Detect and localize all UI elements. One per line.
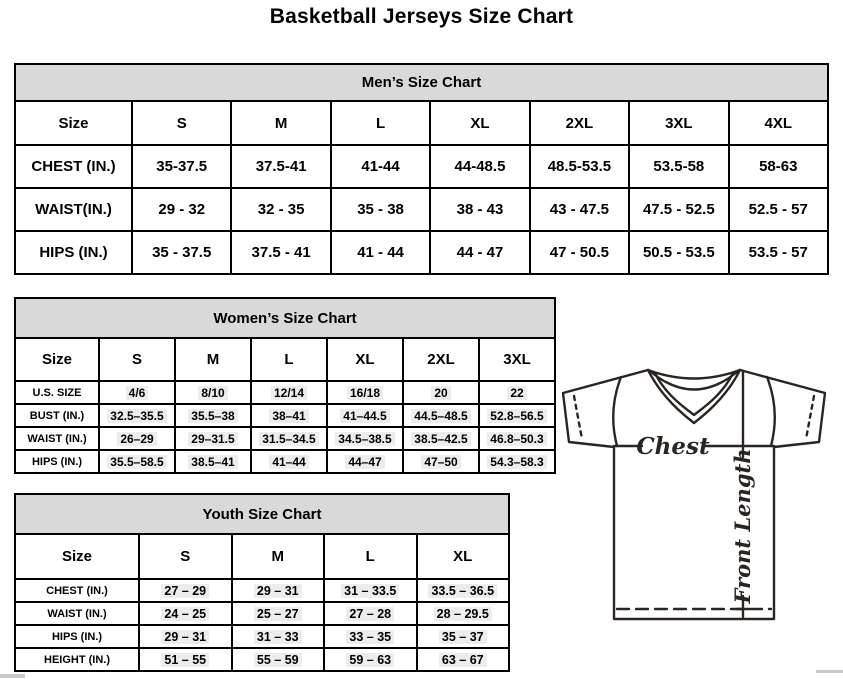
- row-label: HIPS (IN.): [15, 625, 139, 648]
- size-value: 33.5 – 36.5: [428, 584, 497, 598]
- front-length-label: Front Length: [730, 448, 755, 604]
- cuff-dash-left: [574, 396, 582, 439]
- size-value: 32.5–35.5: [107, 409, 166, 423]
- size-value: 29 – 31: [254, 584, 302, 598]
- size-cell: [99, 450, 175, 473]
- column-header: XL: [327, 338, 403, 381]
- size-cell: [324, 602, 417, 625]
- column-header: M: [231, 101, 330, 145]
- size-value: 35 – 37: [439, 630, 487, 644]
- size-cell: 53.5-58: [629, 145, 728, 188]
- size-value: 12/14: [271, 386, 307, 400]
- column-header: 4XL: [729, 101, 828, 145]
- youth-header-row: [15, 534, 509, 579]
- size-value: 26–29: [117, 432, 156, 446]
- row-label: WAIST(IN.): [15, 188, 132, 231]
- size-cell: [175, 381, 251, 404]
- size-cell: [417, 648, 510, 671]
- size-value: 31 – 33.5: [341, 584, 399, 598]
- size-cell: 35 - 37.5: [132, 231, 231, 274]
- mens-header-row: [15, 101, 828, 145]
- size-value: 25 – 27: [254, 607, 302, 621]
- youth-size-chart-title: Youth Size Chart: [14, 493, 510, 533]
- size-cell: 41-44: [331, 145, 430, 188]
- size-cell: [99, 427, 175, 450]
- row-label: CHEST (IN.): [15, 145, 132, 188]
- row-label: HIPS (IN.): [15, 450, 99, 473]
- size-cell: [417, 625, 510, 648]
- size-cell: [232, 648, 325, 671]
- size-value: 41–44: [269, 455, 308, 469]
- size-cell: 43 - 47.5: [530, 188, 629, 231]
- size-cell: [327, 381, 403, 404]
- size-cell: 35-37.5: [132, 145, 231, 188]
- size-value: 29 – 31: [161, 630, 209, 644]
- size-value: 44.5–48.5: [411, 409, 470, 423]
- page-title: Basketball Jerseys Size Chart: [269, 5, 574, 28]
- size-cell: [251, 450, 327, 473]
- size-value: 46.8–50.3: [487, 432, 546, 446]
- size-value: 28 – 29.5: [434, 607, 492, 621]
- size-value: 33 – 35: [346, 630, 394, 644]
- column-header: S: [99, 338, 175, 381]
- size-value: 24 – 25: [161, 607, 209, 621]
- size-value: 55 – 59: [254, 653, 302, 667]
- column-header: 3XL: [629, 101, 728, 145]
- size-cell: 47.5 - 52.5: [629, 188, 728, 231]
- table-row: [15, 188, 828, 231]
- size-cell: [324, 579, 417, 602]
- size-cell: [175, 450, 251, 473]
- size-cell: [175, 404, 251, 427]
- size-value: 63 – 67: [439, 653, 487, 667]
- size-value: 27 – 28: [346, 607, 394, 621]
- size-cell: [139, 602, 232, 625]
- size-cell: [479, 404, 555, 427]
- size-value: 31 – 33: [254, 630, 302, 644]
- row-label: HEIGHT (IN.): [15, 648, 139, 671]
- size-value: 51 – 55: [161, 653, 209, 667]
- mens-size-chart-title: Men’s Size Chart: [14, 63, 829, 100]
- column-header: Size: [15, 101, 132, 145]
- size-value: 31.5–34.5: [259, 432, 318, 446]
- column-header: XL: [430, 101, 529, 145]
- size-cell: [99, 404, 175, 427]
- jersey-measurement-diagram: [551, 360, 843, 660]
- table-row: [15, 231, 828, 274]
- womens-header-row: [15, 338, 555, 381]
- size-value: 38–41: [269, 409, 308, 423]
- chest-label: Chest: [636, 433, 710, 460]
- size-value: 34.5–38.5: [335, 432, 394, 446]
- mens-size-chart: [14, 63, 829, 275]
- column-header: M: [175, 338, 251, 381]
- size-value: 4/6: [126, 386, 149, 400]
- table-row: [15, 381, 555, 404]
- column-header: Size: [15, 534, 139, 579]
- table-row: [15, 602, 509, 625]
- womens-size-chart: [14, 297, 556, 474]
- size-value: 35.5–58.5: [107, 455, 166, 469]
- size-cell: [327, 427, 403, 450]
- size-cell: 44 - 47: [430, 231, 529, 274]
- size-cell: [251, 427, 327, 450]
- column-header: 2XL: [403, 338, 479, 381]
- size-value: 59 – 63: [346, 653, 394, 667]
- size-cell: 38 - 43: [430, 188, 529, 231]
- column-header: S: [139, 534, 232, 579]
- scrollbar-fragment-left: [0, 674, 25, 678]
- cuff-dash-right: [806, 396, 814, 439]
- column-header: L: [251, 338, 327, 381]
- column-header: L: [324, 534, 417, 579]
- size-cell: [327, 404, 403, 427]
- column-header: M: [232, 534, 325, 579]
- size-cell: [251, 381, 327, 404]
- table-row: [15, 625, 509, 648]
- size-cell: [232, 602, 325, 625]
- size-cell: [403, 381, 479, 404]
- row-label: HIPS (IN.): [15, 231, 132, 274]
- table-row: [15, 579, 509, 602]
- size-cell: [479, 427, 555, 450]
- size-cell: 37.5 - 41: [231, 231, 330, 274]
- size-value: 29–31.5: [188, 432, 237, 446]
- size-cell: 58-63: [729, 145, 828, 188]
- size-cell: [479, 381, 555, 404]
- size-value: 35.5–38: [188, 409, 237, 423]
- size-value: 16/18: [347, 386, 383, 400]
- size-cell: [403, 427, 479, 450]
- womens-size-table: [14, 337, 556, 474]
- size-value: 52.8–56.5: [487, 409, 546, 423]
- table-row: [15, 450, 555, 473]
- size-cell: [327, 450, 403, 473]
- size-cell: [175, 427, 251, 450]
- size-value: 44–47: [345, 455, 384, 469]
- size-cell: 32 - 35: [231, 188, 330, 231]
- size-cell: [479, 450, 555, 473]
- size-value: 38.5–41: [188, 455, 237, 469]
- row-label: BUST (IN.): [15, 404, 99, 427]
- collar-back-neckline: [648, 370, 740, 379]
- size-cell: 41 - 44: [331, 231, 430, 274]
- size-value: 8/10: [198, 386, 227, 400]
- table-row: [15, 404, 555, 427]
- size-cell: [139, 579, 232, 602]
- column-header: S: [132, 101, 231, 145]
- size-cell: 47 - 50.5: [530, 231, 629, 274]
- size-cell: 35 - 38: [331, 188, 430, 231]
- row-label: CHEST (IN.): [15, 579, 139, 602]
- size-value: 41–44.5: [340, 409, 389, 423]
- youth-size-table: [14, 533, 510, 672]
- size-cell: 50.5 - 53.5: [629, 231, 728, 274]
- mens-size-table: [14, 100, 829, 275]
- table-row: [15, 648, 509, 671]
- row-label: WAIST (IN.): [15, 427, 99, 450]
- size-cell: [139, 625, 232, 648]
- size-cell: [139, 648, 232, 671]
- size-value: 54.3–58.3: [487, 455, 546, 469]
- column-header: 3XL: [479, 338, 555, 381]
- size-cell: [232, 579, 325, 602]
- scrollbar-fragment-right: [816, 670, 843, 673]
- size-cell: [99, 381, 175, 404]
- size-cell: 48.5-53.5: [530, 145, 629, 188]
- size-value: 47–50: [421, 455, 460, 469]
- womens-size-chart-title: Women’s Size Chart: [14, 297, 556, 337]
- youth-size-chart: [14, 493, 510, 672]
- column-header: 2XL: [530, 101, 629, 145]
- size-value: 27 – 29: [161, 584, 209, 598]
- row-label: WAIST (IN.): [15, 602, 139, 625]
- size-cell: [324, 648, 417, 671]
- size-cell: [417, 602, 510, 625]
- size-value: 20: [431, 386, 450, 400]
- column-header: XL: [417, 534, 510, 579]
- size-value: 22: [507, 386, 526, 400]
- table-row: [15, 427, 555, 450]
- size-cell: 52.5 - 57: [729, 188, 828, 231]
- size-cell: 44-48.5: [430, 145, 529, 188]
- size-cell: 37.5-41: [231, 145, 330, 188]
- size-cell: [417, 579, 510, 602]
- armhole-seam-left-icon: [613, 377, 621, 446]
- row-label: U.S. SIZE: [15, 381, 99, 404]
- size-cell: [403, 404, 479, 427]
- size-cell: [403, 450, 479, 473]
- column-header: L: [331, 101, 430, 145]
- column-header: Size: [15, 338, 99, 381]
- size-value: 38.5–42.5: [411, 432, 470, 446]
- size-cell: [232, 625, 325, 648]
- armhole-seam-right-icon: [767, 377, 775, 446]
- jersey-outline: [563, 370, 825, 619]
- size-cell: 29 - 32: [132, 188, 231, 231]
- size-cell: [251, 404, 327, 427]
- size-cell: [324, 625, 417, 648]
- size-cell: 53.5 - 57: [729, 231, 828, 274]
- table-row: [15, 145, 828, 188]
